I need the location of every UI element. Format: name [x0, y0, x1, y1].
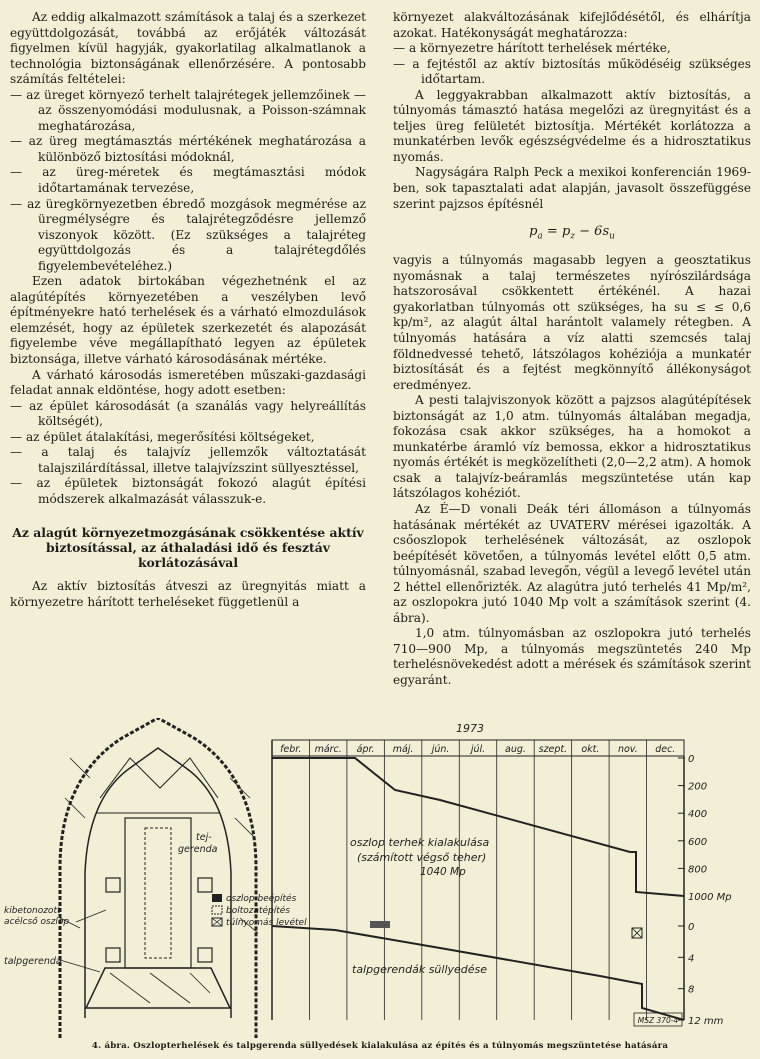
- month-label: dec.: [655, 744, 676, 755]
- right-column-paragraph: vagyis a túlnyomás magasabb legyen a geosztatikus nyomásnak a talaj természetes nyírószilárdsága hatszorosával csökkentett értékénél. A hazai gyakorlatban túlnyomás ott szükséges, ha su ≤ ≤ 0,6 kp/m², az alagút által harántolt valamely rétegben. A túlnyomás hatására a víz alatti szemcsés talaj földnedvessé tehető, látszólagos kohéziója a munkatér biztosítását és a fejtést megkönnyítő állékonyságot eredményez.: [393, 253, 751, 392]
- load-axis-tick-label: 0: [688, 754, 695, 765]
- legend: [212, 893, 307, 928]
- left-column-paragraph: — az üregkörnyezetben ébredő mozgások megmérése az üregmélységre és talajrétegződésre jellemző viszonyok között. (Ez szükséges a talajréteg együttdolgozás és a talajrétegdőlés figyelembevételéhez.): [10, 196, 366, 273]
- label-column-2: acélcső oszlop: [4, 917, 70, 927]
- month-label: szept.: [538, 744, 568, 755]
- load-curve-label: oszlop terhek kialakulása: [350, 836, 490, 849]
- label-beam: tej-: [196, 832, 212, 843]
- right-column-paragraph: — a környezetre hárított terhelések mértéke,: [393, 41, 671, 56]
- right-column: [393, 10, 751, 689]
- settle-axis-tick-label: 0: [688, 922, 695, 933]
- month-label: júl.: [470, 744, 486, 755]
- marker-gallery: [370, 921, 390, 928]
- left-column-paragraph: — az üreget környező terhelt talajrétegek jellemzőinek — az összenyomódási modulusnak, a Poisson-számnak meghatározása,: [10, 87, 366, 133]
- month-label: febr.: [280, 744, 302, 755]
- load-axis-tick-label: 600: [688, 836, 708, 848]
- left-column-paragraph: — az üreg-méretek és megtámasztási módok időtartamának tervezése,: [10, 165, 366, 196]
- month-label: márc.: [314, 744, 342, 755]
- left-column-paragraph: Ezen adatok birtokában végezhetnénk el az alagútépítés környezetében a veszélyben levő építményekre ható terhelések és a várható elmozdulások elemzését, hogy az épületek szerkezetét és alapozását figyelembe véve megállapítható legyen az épületek biztonsága, illetve várható károsodásának mértéke.: [10, 274, 366, 367]
- month-label: okt.: [581, 744, 600, 755]
- label-column: kibetonozott: [4, 906, 61, 916]
- left-column-paragraph: — a talaj és talajvíz jellemzők változtatását talajszilárdítással, illetve talajvízszint süllyesztéssel,: [10, 445, 366, 475]
- month-label: aug.: [505, 744, 526, 755]
- right-column-paragraph: Nagyságára Ralph Peck a mexikoi konferencián 1969-ben, sok tapasztalati adat alapján, javasolt összefüggése szerint pajzsos építésnél: [393, 165, 751, 211]
- settle-axis-tick-label: 4: [688, 953, 695, 965]
- chart: [272, 722, 732, 1027]
- left-column-paragraph: — az épület átalakítási, megerősítési költségeket,: [10, 429, 315, 444]
- right-column-paragraph: 1,0 atm. túlnyomásban az oszlopokra jutó terhelés 710—900 Mp, a túlnyomás megszüntetés 240 Mp terhelésnövekedést adott a mérések és számítások szerint egyaránt.: [393, 626, 751, 688]
- left-column-paragraph: Az aktív biztosítás átveszi az üregnyitás miatt a környezetre hárított terheléseket függetlenül a: [10, 579, 366, 609]
- chart-year: 1973: [456, 722, 484, 735]
- left-column-paragraph: — az üreg megtámasztás mértékének meghatározása a különböző biztosítási módoknál,: [10, 134, 366, 164]
- legend-gallery: boltozatépítés: [226, 906, 291, 916]
- load-axis-tick-label: 200: [688, 781, 708, 793]
- left-column-paragraph: — az épület károsodását (a szanálás vagy helyreállítás költségét),: [10, 398, 366, 429]
- legend-release: túlnyomás levétel: [226, 918, 307, 928]
- right-column-paragraph: Az É—D vonali Deák téri állomáson a túlnyomás hatásának mértékét az UVATERV mérései igazolták. A csőoszlopok terhelésének változását, az oszlopok beépítését követően, a túlnyomás levétel előtt 0,5 atm. túlnyomásnál, szabad levegőn, végül a levegő levétel után 2 héttel ellenőrizték. Az alagútra jutó terhelés 41 Mp/m², az oszlopokra jutó 1040 Mp volt a számítások szerint (4. ábra).: [393, 502, 751, 625]
- tunnel-cross-section: [60, 718, 258, 1038]
- right-column-paragraph: — a fejtéstől az aktív biztosítás működéséig szükséges időtartam.: [393, 56, 751, 87]
- formula: $p_a = p_z - 6s_u$: [529, 224, 615, 242]
- label-beam-2: gerenda: [178, 844, 218, 855]
- label-footing: talpgerenda: [4, 956, 62, 967]
- month-label: nov.: [617, 744, 638, 755]
- settle-axis-tick-label: 12 mm: [688, 1016, 724, 1027]
- month-label: jún.: [431, 744, 450, 755]
- stamp: MSZ 370-4: [637, 1016, 679, 1025]
- left-column-paragraph: Az eddig alkalmazott számítások a talaj és a szerkezet együttdolgozását, továbbá az erőjáték változását figyelmen kívül hagyják, gyakorlatilag alkalmatlanok a technológia biztonságának ellenőrzésére. A pontosabb számítás feltételei:: [10, 10, 366, 87]
- load-axis-tick-label: 800: [688, 864, 708, 876]
- right-column-paragraph: környezet alakváltozásának kifejlődésétől, és elhárítja azokat. Hatékonyságát meghatározza:: [393, 10, 751, 40]
- right-column-paragraph: A leggyakrabban alkalmazott aktív biztosítás, a túlnyomás támasztó hatása megelőzi az üregnyitást és a teljes üreg felületét biztosítja. Mértékét korlátozza a munkatérben levők egészségvédelme és a hidrosztatikus nyomás.: [393, 87, 751, 164]
- right-column-paragraph: A pesti talajviszonyok között a pajzsos alagútépítések biztonságát az 1,0 atm. túlnyomás általában megadja, fokozása csak akkor szükséges, ha a homokot a munkatérbe áramló víz bemossa, ekkor a hidrosztatikus nyomás értékét is megközelítheti (2,0—2,2 atm). A homok csak a talajvíz-beáramlás megszüntetése után kap látszólagos kohéziót.: [393, 393, 751, 501]
- month-label: máj.: [392, 744, 414, 755]
- month-label: ápr.: [356, 744, 375, 755]
- settle-axis-tick-label: 8: [688, 984, 695, 996]
- load-curve-sub: (számított végső teher): [357, 851, 487, 864]
- figure-4: [0, 718, 760, 1038]
- left-column-paragraph: A várható károsodás ismeretében műszaki-gazdasági feladat annak eldöntése, hogy adott esetben:: [10, 367, 366, 398]
- left-column: [10, 10, 366, 610]
- section-title: Az alagút környezetmozgásának csökkentése aktív biztosítással, az áthaladási idő és fesztáv korlátozásával: [12, 524, 364, 570]
- load-axis-tick-label: 400: [688, 809, 708, 821]
- load-curve: [272, 758, 684, 896]
- load-axis-tick-label: 1000 Mp: [688, 892, 732, 903]
- legend-install: oszlop beépítés: [226, 894, 297, 904]
- settle-label: talpgerendák süllyedése: [352, 963, 488, 976]
- left-column-paragraph: — az épületek biztonságát fokozó alagút építési módszerek alkalmazását válasszuk-e.: [10, 476, 366, 506]
- load-curve-value: 1040 Mp: [420, 866, 466, 878]
- figure-caption: 4. ábra. Oszlopterhelések és talpgerenda süllyedések kialakulása az építés és a túlnyomás megszüntetése hatására: [91, 1041, 669, 1051]
